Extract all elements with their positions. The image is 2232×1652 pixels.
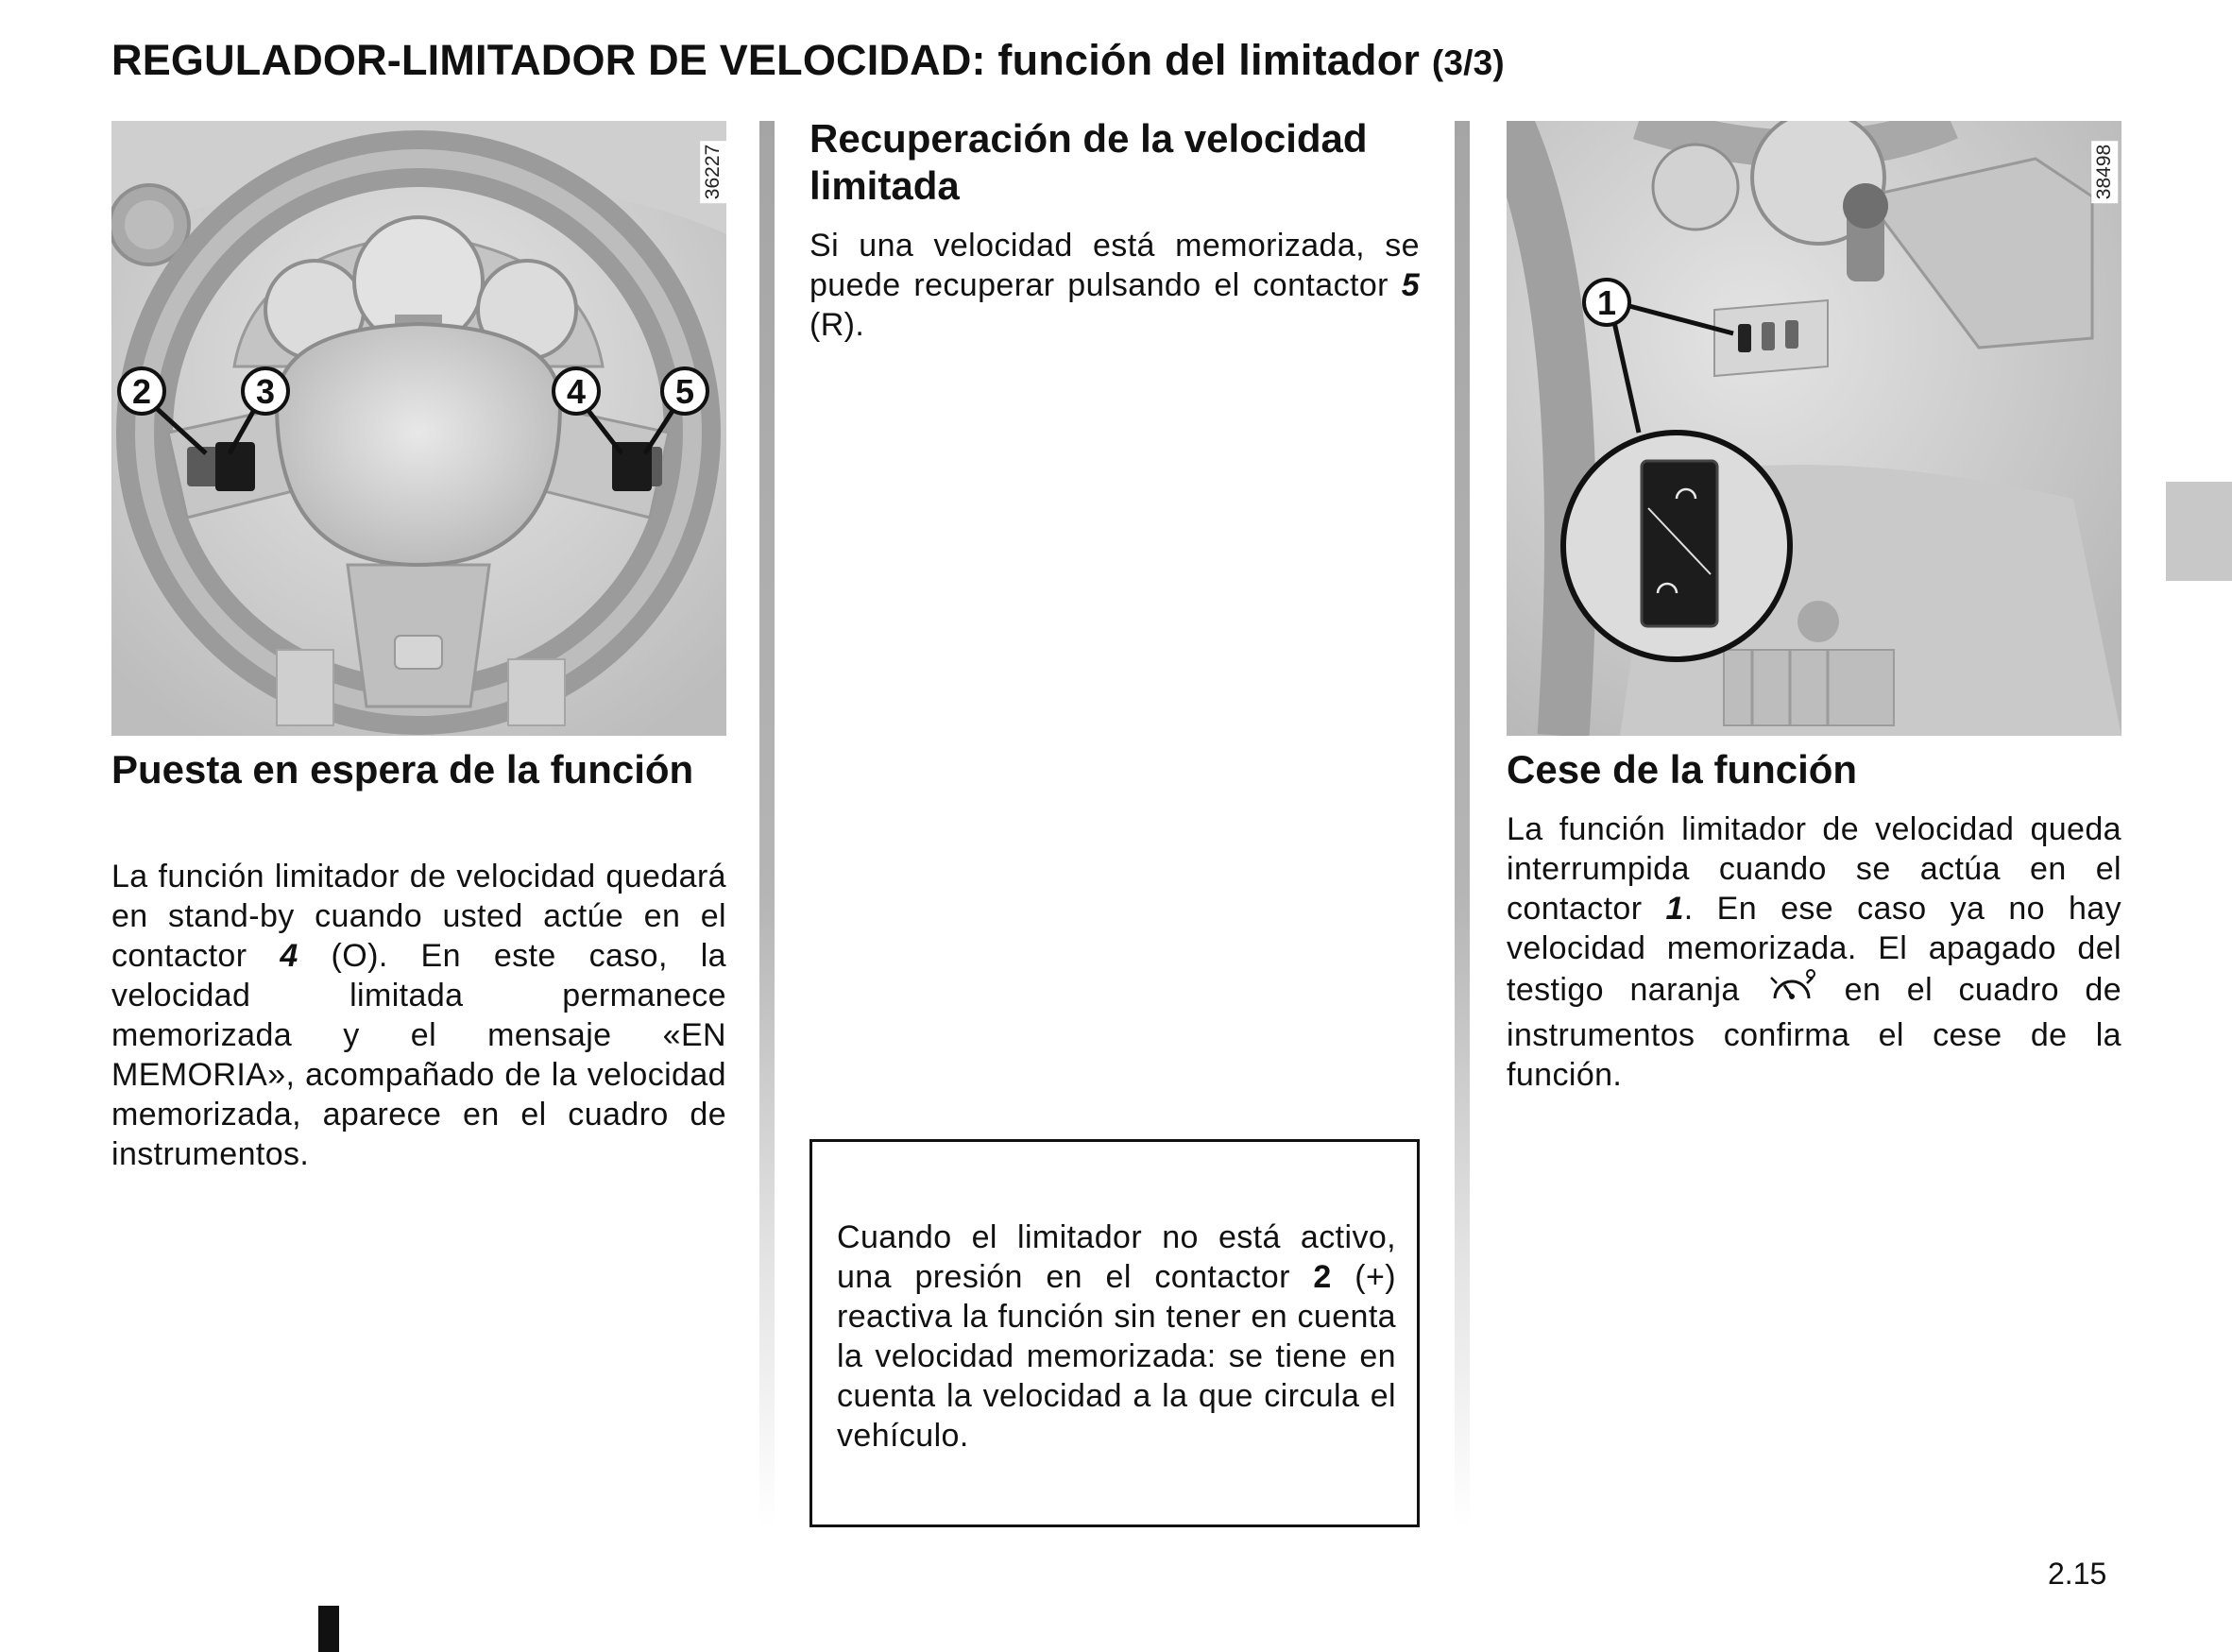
page-title <box>111 36 2001 85</box>
contactor-ref: 1 <box>1665 891 1684 927</box>
svg-text:4: 4 <box>566 372 587 411</box>
column-divider <box>1455 121 1470 1528</box>
section-tab <box>2166 482 2232 581</box>
heading-standby: Puesta en espera de la función <box>111 747 694 792</box>
figure-ref-code: 36227 <box>700 141 726 203</box>
steering-wheel-figure <box>111 121 726 736</box>
figure-ref-code: 38498 <box>2091 141 2118 203</box>
callout-5 <box>662 368 707 414</box>
page-number: 2.15 <box>2048 1557 2107 1591</box>
paragraph-stop: La función limitador de velocidad queda interrumpida cuando se actúa en el contactor 1. En ese caso ya no hay velocidad memorizada. El apagado del testigo naranja en el cuadro de instrumentos confirma el cese de la función. <box>1507 811 2122 1093</box>
callout-2 <box>119 368 164 414</box>
paragraph-recovery: Si una velocidad está memorizada, se puede recuperar pulsando el contactor 5 (R). <box>809 228 1420 343</box>
svg-text:2: 2 <box>131 372 152 411</box>
note-text: Cuando el limitador no está activo, una presión en el contactor 2 (+) reactiva la función sin tener en cuenta la velocidad memorizada: se tiene en cuenta la velocidad a la que circula el vehículo. <box>837 1219 1397 1454</box>
steering-wheel-illustration <box>111 121 726 736</box>
contactor-ref: 4 <box>280 938 298 974</box>
svg-text:3: 3 <box>255 372 276 411</box>
contactor-ref: 2 <box>1313 1259 1332 1295</box>
dashboard-switch-illustration <box>1507 121 2121 736</box>
paragraph-standby: La función limitador de velocidad quedará en stand-by cuando usted actúe en el contactor 4 (O). En este caso, la velocidad limitada permanece memorizada y el mensaje «EN MEMORIA», acompañado de la velocidad memorizada, aparece en el cuadro de instrumentos. <box>111 859 726 1172</box>
title-paging: (3/3) <box>1431 43 1505 82</box>
speed-limiter-warning-icon <box>1765 968 1818 1015</box>
callout-1 <box>1584 280 1629 325</box>
heading-stop: Cese de la función <box>1507 747 1858 792</box>
svg-text:5: 5 <box>674 372 695 411</box>
column-divider <box>759 121 775 1528</box>
svg-text:1: 1 <box>1596 283 1617 322</box>
callout-3 <box>243 368 288 414</box>
callout-4 <box>554 368 599 414</box>
contactor-ref: 5 <box>1401 267 1420 303</box>
title-main: REGULADOR-LIMITADOR DE VELOCIDAD: función del limitador <box>111 36 1421 84</box>
page-marker <box>318 1606 339 1652</box>
note-box <box>809 1139 1420 1527</box>
heading-recovery: Recuperación de la velocidad limitada <box>809 116 1368 208</box>
switch-closeup-figure <box>1507 121 2121 736</box>
